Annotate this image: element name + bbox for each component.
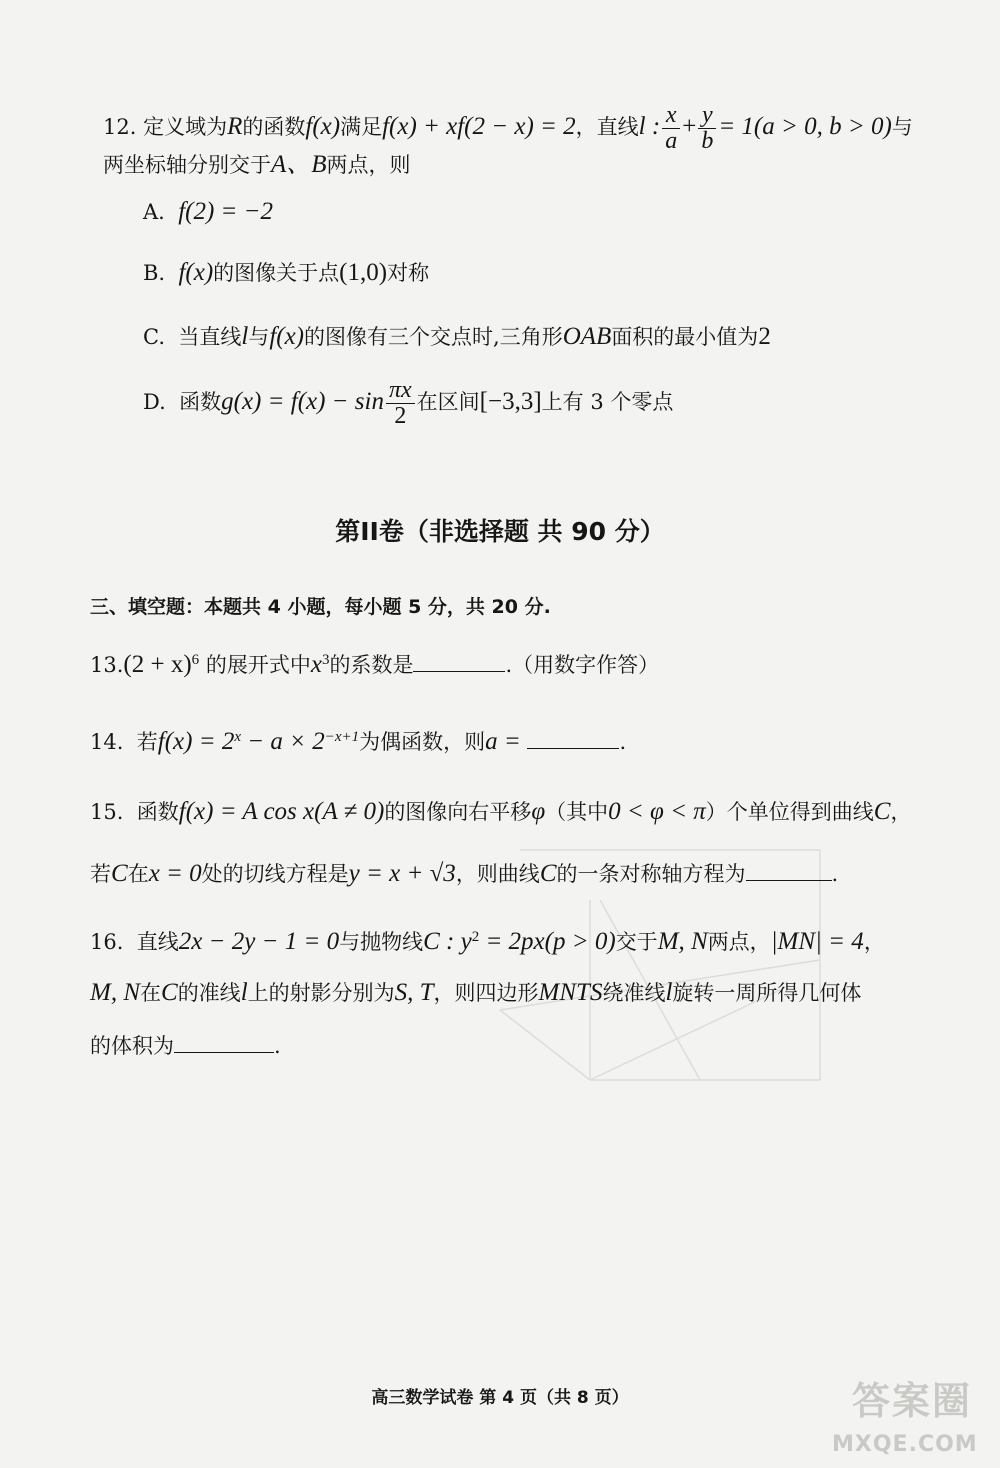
q14-answer-blank[interactable] — [527, 726, 619, 749]
q14-exp: −x+1 — [324, 729, 360, 745]
q16-points: M, N — [657, 928, 708, 955]
option-d-frac — [386, 378, 415, 429]
q16-line1 — [90, 922, 885, 957]
q16-text: ， — [863, 930, 885, 954]
q15-tangent: y = x + √3 — [348, 860, 456, 887]
q16-line2 — [90, 978, 861, 1008]
q16-text: 的体积为 — [90, 1034, 174, 1058]
q16-text: . — [274, 1034, 281, 1058]
q12-equation: f(x) + xf(2 − x) = 2 — [382, 113, 576, 140]
q15-line2 — [90, 858, 838, 889]
option-math: g(x) = f(x) − sin — [221, 388, 384, 415]
q12-fx: f(x) — [305, 113, 341, 140]
q12-text: 两点，则 — [326, 153, 411, 177]
option-math: l — [241, 323, 249, 350]
q15-text: 在 — [127, 862, 149, 886]
q12-line1 — [103, 103, 913, 154]
q12-option-d — [143, 378, 673, 429]
q14-text: . — [619, 730, 627, 754]
q16-abs-mn: |MN| = 4 — [770, 928, 864, 955]
frac-den: 2 — [394, 403, 407, 429]
option-math: f(2) = −2 — [178, 198, 274, 225]
q15-curve: C — [873, 798, 891, 825]
option-label: D. — [143, 390, 166, 414]
q16-text: 两点， — [707, 930, 771, 954]
option-text: 面积的最小值为 — [611, 325, 759, 349]
q16-number: 16. — [90, 930, 124, 954]
option-text: 的图像有三个交点时,三角形 — [304, 325, 563, 349]
q13-text: .（用数字作答） — [505, 653, 660, 677]
q15-number: 15. — [90, 800, 124, 824]
q13-var-exp: 3 — [321, 652, 330, 668]
option-math: f(x) — [178, 259, 214, 286]
option-label: A. — [143, 200, 165, 224]
option-math: f(x) — [269, 323, 305, 350]
q12-text: ，直线 — [575, 115, 639, 139]
section-title: 第II卷（非选择题 共 90 分） — [335, 517, 665, 546]
option-text: 上有 3 个零点 — [541, 390, 674, 414]
q15-phi: φ — [531, 798, 546, 825]
q13-answer-blank[interactable] — [413, 649, 505, 672]
q16-points: M, N — [90, 979, 140, 1006]
q15-curve: C — [111, 860, 128, 887]
option-label: B. — [143, 261, 166, 285]
q16-directrix: l — [240, 979, 248, 1006]
q12-option-b — [143, 258, 429, 288]
q12-frac-y-b — [698, 103, 716, 154]
q12-text: 的函数 — [242, 115, 306, 139]
q12-option-a — [143, 197, 273, 227]
q16-exp: 2 — [471, 929, 480, 945]
watermark-cn: 答案圈 — [852, 1379, 973, 1423]
q16-curve: C — [161, 979, 178, 1006]
q13-number: 13. — [90, 653, 124, 677]
q16-text: 在 — [140, 981, 161, 1005]
q12-domain: R — [227, 113, 243, 140]
q14-text: 若 — [136, 730, 158, 754]
q15-x0: x = 0 — [148, 860, 202, 887]
q14-a: a = — [485, 728, 521, 755]
option-text: 当直线 — [178, 325, 242, 349]
q12-line2 — [103, 150, 411, 180]
frac-num: y — [698, 103, 716, 129]
q12-line-rhs: = 1(a > 0, b > 0) — [718, 113, 892, 140]
q15-text: 处的切线方程是 — [201, 862, 349, 886]
q16-text: ，则四边形 — [433, 981, 539, 1005]
q12-number: 12. — [103, 115, 137, 139]
q13-exp: 6 — [191, 652, 200, 668]
q14-line — [90, 722, 626, 757]
q15-curve: C — [539, 860, 557, 887]
q12-text: 定义域为 — [143, 115, 228, 139]
watermark-en: MXQE.COM — [832, 1432, 978, 1457]
q15-text: 函数 — [136, 800, 179, 824]
q16-parabola: C : y — [423, 928, 472, 955]
q12-plus: + — [682, 113, 697, 140]
q16-text: 旋转一周所得几何体 — [672, 981, 862, 1005]
option-text: 在区间 — [416, 390, 480, 414]
q14-number: 14. — [90, 730, 124, 754]
option-math: [−3,3] — [479, 388, 542, 415]
q15-text: 的一条对称轴方程为 — [556, 862, 746, 886]
q16-projections: S, T — [394, 979, 434, 1006]
q16-text: 上的射影分别为 — [247, 981, 395, 1005]
q15-line1 — [90, 797, 911, 827]
q15-text: 的图像向右平移 — [384, 800, 532, 824]
q12-text: 与 — [891, 115, 913, 139]
q16-quad: MNTS — [538, 979, 603, 1006]
option-label: C. — [143, 325, 165, 349]
q13-line — [90, 645, 659, 680]
q15-text: . — [831, 862, 839, 886]
q15-answer-blank[interactable] — [746, 858, 832, 881]
q12-points: A、B — [271, 151, 327, 178]
q15-expr: f(x) = A cos x(A ≠ 0) — [178, 798, 385, 825]
q12-option-c — [143, 322, 771, 352]
q12-frac-x-a — [662, 103, 680, 154]
frac-num: x — [662, 103, 680, 129]
fill-in-header: 三、填空题：本题共 4 小题，每小题 5 分，共 20 分. — [90, 596, 551, 618]
option-text: 函数 — [179, 390, 222, 414]
q14-text: 为偶函数，则 — [359, 730, 486, 754]
option-text: 与 — [248, 325, 270, 349]
q12-text: 满足 — [340, 115, 383, 139]
q16-parabola: = 2px(p > 0) — [479, 928, 616, 955]
q14-expr: − a × 2 — [241, 728, 325, 755]
q16-answer-blank[interactable] — [174, 1030, 274, 1053]
q15-text: ，则曲线 — [455, 862, 540, 886]
q16-line3 — [90, 1030, 281, 1061]
q14-expr: f(x) = 2 — [157, 728, 235, 755]
q16-line-eq: 2x − 2y − 1 = 0 — [178, 928, 340, 955]
frac-num: πx — [386, 378, 415, 404]
option-math: (1,0) — [339, 259, 388, 286]
option-math: OAB — [562, 323, 612, 350]
page-footer: 高三数学试卷 第 4 页（共 8 页） — [371, 1388, 629, 1408]
q16-directrix: l — [665, 979, 673, 1006]
q15-text: ）个单位得到曲线 — [705, 800, 874, 824]
q16-text: 绕准线 — [602, 981, 666, 1005]
q16-text: 直线 — [136, 930, 179, 954]
q12-text: 两坐标轴分别交于 — [103, 153, 271, 177]
q13-var: x — [310, 651, 322, 678]
frac-den: a — [665, 128, 678, 154]
q12-line-name: l : — [638, 113, 661, 140]
q15-text: ， — [890, 800, 912, 824]
q15-text: 若 — [90, 862, 111, 886]
q13-text: 的展开式中 — [205, 653, 311, 677]
q14-exp: x — [234, 729, 241, 745]
option-text: 对称 — [387, 261, 430, 285]
frac-den: b — [701, 128, 714, 154]
q16-text: 的准线 — [177, 981, 241, 1005]
option-math: 2 — [758, 323, 771, 350]
q13-expr: (2 + x) — [123, 651, 192, 678]
q13-text: 的系数是 — [329, 653, 414, 677]
q15-range: 0 < φ < π — [608, 798, 706, 825]
q15-text: （其中 — [545, 800, 609, 824]
q16-text: 交于 — [615, 930, 658, 954]
option-text: 的图像关于点 — [213, 261, 340, 285]
q16-text: 与抛物线 — [339, 930, 424, 954]
